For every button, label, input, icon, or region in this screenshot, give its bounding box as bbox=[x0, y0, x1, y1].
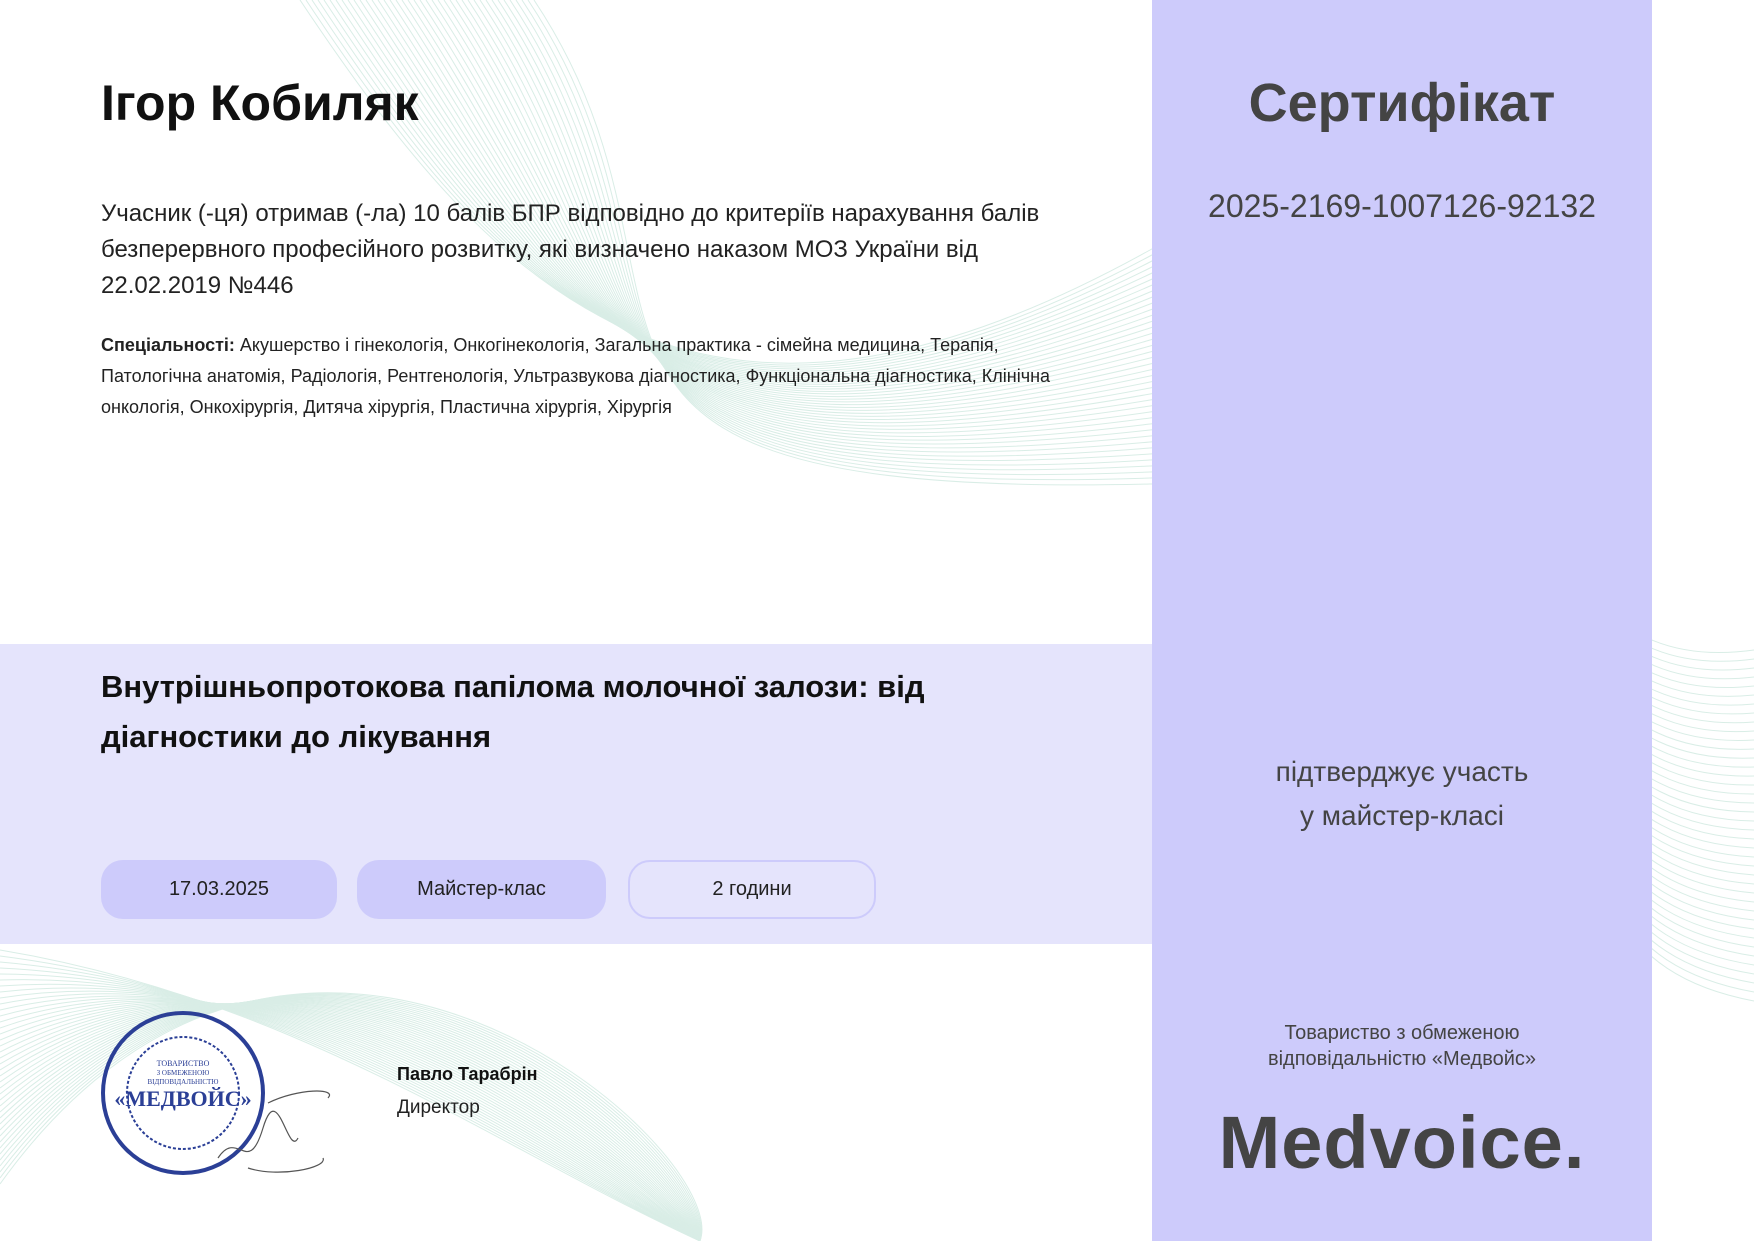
recipient-name: Ігор Кобиляк bbox=[101, 75, 419, 131]
svg-text:ВІДПОВІДАЛЬНІСТЮ: ВІДПОВІДАЛЬНІСТЮ bbox=[147, 1078, 219, 1086]
signer-name: Павло Тарабрін bbox=[397, 1064, 538, 1084]
company-stamp-and-signature bbox=[98, 1008, 343, 1183]
course-title: Внутрішньопротокова папілома молочної залози: від діагностики до лікування bbox=[101, 669, 925, 754]
svg-text:ТОВАРИСТВО: ТОВАРИСТВО bbox=[156, 1059, 210, 1068]
confirmation-line-2: у майстер-класі bbox=[1300, 800, 1504, 831]
medvoice-logo: Medvoice. bbox=[1218, 1101, 1586, 1184]
specialties-list: Акушерство і гінекологія, Онкогінекологія, Загальна практика - сімейна медицина, Терапія, Патологічна анатомія, Радіологія, Рентгенологія, Ультразвукова діагностика, Функціональна діагностика, Клінічна онкологія, Онкохірургія, Дитяча хірургія, Пластична хірургія, Хірургія bbox=[101, 335, 1051, 417]
organization-name bbox=[1152, 1020, 1652, 1072]
organization-line-1: Товариство з обмеженою bbox=[1284, 1022, 1520, 1044]
certificate-number: 2025-2169-1007126-92132 bbox=[1208, 188, 1596, 224]
event-type-pill: Майстер-клас bbox=[357, 860, 606, 919]
specialties bbox=[101, 330, 1081, 423]
confirmation-text bbox=[1152, 750, 1652, 838]
date-pill: 17.03.2025 bbox=[101, 860, 337, 919]
signer-role: Директор bbox=[397, 1097, 480, 1118]
specialties-label: Спеціальності: bbox=[101, 335, 235, 355]
duration-pill: 2 години bbox=[628, 860, 876, 919]
certificate-title: Сертифікат bbox=[1248, 73, 1556, 133]
points-description: Учасник (-ця) отримав (-ла) 10 балів БПР відповідно до критеріїв нарахування балів безперервного професійного розвитку, які визначено наказом МОЗ України від 22.02.2019 №446 bbox=[101, 200, 1040, 299]
svg-text:«МЕДВОЙС»: «МЕДВОЙС» bbox=[114, 1086, 252, 1111]
confirmation-line-1: підтверджує участь bbox=[1275, 756, 1529, 787]
svg-text:З ОБМЕЖЕНОЮ: З ОБМЕЖЕНОЮ bbox=[156, 1069, 210, 1077]
organization-line-2: відповідальністю «Медвойс» bbox=[1267, 1048, 1537, 1070]
